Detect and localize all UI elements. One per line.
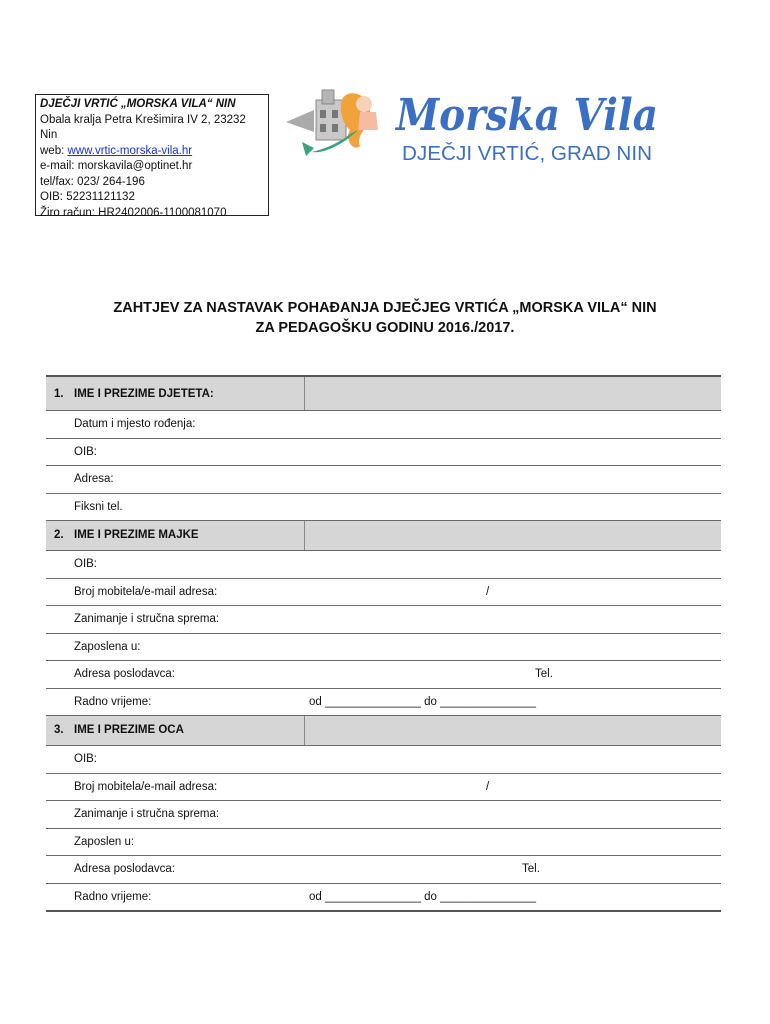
- kindergarten-email: e-mail: morskavila@optinet.hr: [40, 160, 193, 172]
- section-number: 3.: [54, 724, 64, 736]
- father-employed-row[interactable]: [46, 829, 721, 857]
- father-employer-address-row[interactable]: [46, 856, 721, 884]
- web-label: web:: [40, 144, 68, 157]
- tel-label: Tel.: [535, 668, 553, 680]
- occupation-label: Zanimanje i stručna sprema:: [74, 808, 220, 820]
- father-hours-row[interactable]: [46, 884, 721, 913]
- section-father: [46, 716, 721, 746]
- oib-label: OIB:: [74, 558, 98, 570]
- mother-hours-row[interactable]: [46, 689, 721, 717]
- section-number: 2.: [54, 529, 64, 541]
- logo-sub-text: DJEČJI VRTIĆ, GRAD NIN: [402, 143, 644, 165]
- child-name-field[interactable]: [304, 377, 721, 410]
- tel-label: Tel.: [522, 863, 540, 875]
- oib-label: OIB:: [74, 445, 98, 458]
- title-line-1: ZAHTJEV ZA NASTAVAK POHAĐANJA DJEČJEG VRTIĆA „MORSKA VILA“ NIN: [113, 300, 657, 316]
- request-form: [46, 375, 721, 912]
- section-child: [46, 375, 721, 411]
- mother-name-field[interactable]: [304, 521, 721, 550]
- building-icon: [286, 90, 346, 140]
- mother-name-label: IME I PREZIME MAJKE: [74, 529, 199, 541]
- hours-label: Radno vrijeme:: [74, 890, 152, 903]
- employed-label: Zaposlen u:: [74, 835, 135, 848]
- mother-oib-row[interactable]: [46, 551, 721, 579]
- section-number: 1.: [54, 388, 64, 400]
- mother-occupation-row[interactable]: [46, 606, 721, 634]
- occupation-label: Zanimanje i stručna sprema:: [74, 613, 220, 625]
- kindergarten-info-box: [35, 94, 269, 219]
- child-address-row[interactable]: [46, 466, 721, 494]
- kindergarten-ziro: Žiro račun: HR2402006-1100081070: [40, 206, 227, 219]
- phone-label: Fiksni tel.: [74, 500, 123, 513]
- hours-label: Radno vrijeme:: [74, 695, 152, 708]
- father-mobile-row[interactable]: [46, 774, 721, 802]
- mother-employer-address-row[interactable]: [46, 661, 721, 689]
- birth-label: Datum i mjesto rođenja:: [74, 418, 196, 430]
- hours-field[interactable]: od _______________ do _______________: [309, 695, 537, 708]
- father-occupation-row[interactable]: [46, 801, 721, 829]
- logo-main-text: Morska Vila: [394, 90, 658, 141]
- kindergarten-telfax: tel/fax: 023/ 264-196: [40, 175, 145, 188]
- child-name-label: IME I PREZIME DJETETA:: [74, 388, 214, 400]
- hours-field[interactable]: od _______________ do _______________: [309, 890, 537, 903]
- employed-label: Zaposlena u:: [74, 640, 141, 653]
- child-oib-row[interactable]: [46, 439, 721, 467]
- mother-employed-row[interactable]: [46, 634, 721, 662]
- slash-separator: /: [486, 780, 490, 793]
- father-name-field[interactable]: [304, 716, 721, 745]
- oib-label: OIB:: [74, 753, 98, 765]
- address-label: Adresa:: [74, 473, 114, 485]
- mobile-label: Broj mobitela/e-mail adresa:: [74, 780, 218, 793]
- kindergarten-web: [40, 144, 264, 160]
- mother-mobile-row[interactable]: [46, 579, 721, 607]
- morska-vila-logo: [284, 82, 668, 170]
- father-name-label: IME I PREZIME OCA: [74, 724, 184, 736]
- father-oib-row[interactable]: [46, 746, 721, 774]
- slash-separator: /: [486, 585, 490, 598]
- section-mother: [46, 521, 721, 551]
- kindergarten-name: DJEČJI VRTIĆ „MORSKA VILA“ NIN: [40, 98, 236, 110]
- employer-address-label: Adresa poslodavca:: [74, 668, 176, 680]
- web-link[interactable]: www.vrtic-morska-vila.hr: [67, 144, 193, 157]
- kindergarten-address: Obala kralja Petra Krešimira IV 2, 23232 Nin: [40, 113, 246, 141]
- child-birth-row[interactable]: [46, 411, 721, 439]
- kindergarten-oib: OIB: 52231121132: [40, 191, 135, 203]
- title-line-2: ZA PEDAGOŠKU GODINU 2016./2017.: [255, 320, 515, 336]
- mobile-label: Broj mobitela/e-mail adresa:: [74, 585, 218, 598]
- request-title: [0, 298, 770, 338]
- child-phone-row[interactable]: [46, 494, 721, 522]
- employer-address-label: Adresa poslodavca:: [74, 863, 176, 875]
